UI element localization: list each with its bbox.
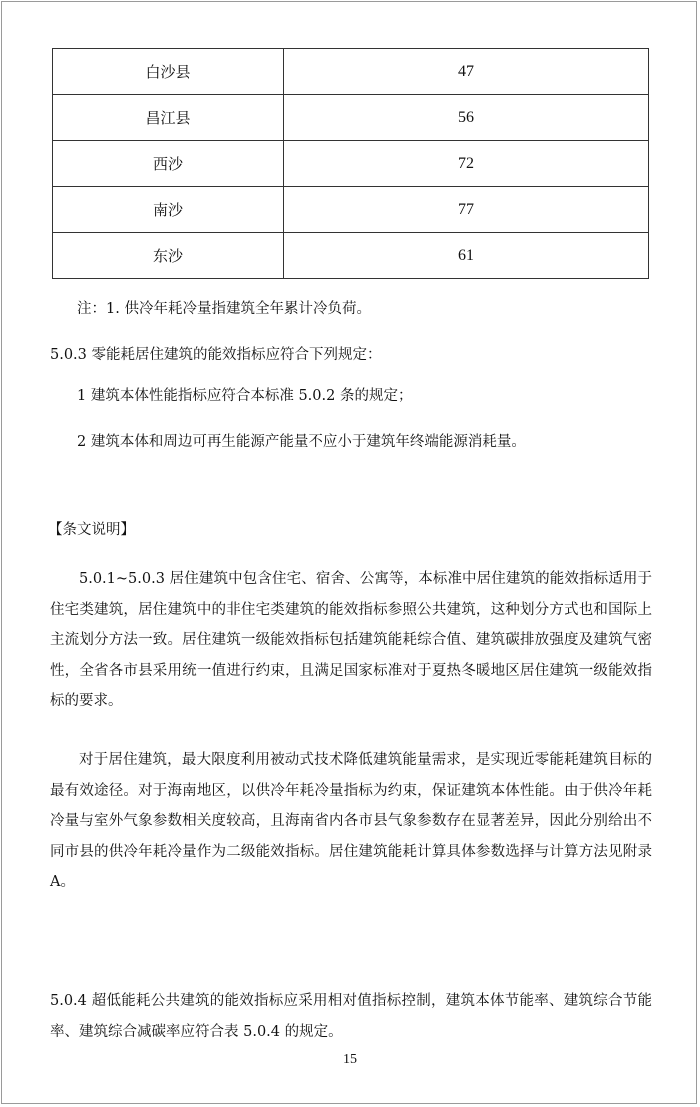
- value-cell: 56: [284, 95, 649, 141]
- value-cell: 47: [284, 49, 649, 95]
- table-row: [53, 49, 649, 95]
- region-cell: 南沙: [53, 187, 284, 233]
- table-note: 注：1. 供冷年耗冷量指建筑全年累计冷负荷。: [77, 301, 371, 317]
- value-cell: 61: [284, 233, 649, 279]
- table-row: [53, 233, 649, 279]
- region-cell: 白沙县: [53, 49, 284, 95]
- explanation-paragraph: 5.0.1~5.0.3 居住建筑中包含住宅、宿舍、公寓等，本标准中居住建筑的能效指标适用于住宅类建筑，居住建筑中的非住宅类建筑的能效指标参照公共建筑，这种划分方式也和国际上主流划分方法一致。居住建筑一级能效指标包括建筑能耗综合值、建筑碳排放强度及建筑气密性，全省各市县采用统一值进行约束，且满足国家标准对于夏热冬暖地区居住建筑一级能效指标的要求。: [50, 571, 652, 709]
- climate-table: [52, 48, 649, 279]
- explanation-heading: 【条文说明】: [48, 522, 135, 538]
- clause-heading: 5.0.3 零能耗居住建筑的能效指标应符合下列规定：: [50, 347, 382, 363]
- clause-item: 1 建筑本体性能指标应符合本标准 5.0.2 条的规定；: [77, 388, 413, 404]
- clause-item: 2 建筑本体和周边可再生能源产能量不应小于建筑年终端能源消耗量。: [77, 434, 526, 450]
- table-row: [53, 95, 649, 141]
- table-row: [53, 187, 649, 233]
- value-cell: 77: [284, 187, 649, 233]
- explanation-paragraph: 对于居住建筑，最大限度利用被动式技术降低建筑能量需求，是实现近零能耗建筑目标的最有效途径。对于海南地区，以供冷年耗冷量指标为约束，保证建筑本体性能。由于供冷年耗冷量与室外气象参数相关度较高，且海南省内各市县气象参数存在显著差异，因此分别给出不同市县的供冷年耗冷量作为二级能效指标。居住建筑能耗计算具体参数选择与计算方法见附录 A。: [50, 752, 652, 890]
- region-cell: 东沙: [53, 233, 284, 279]
- value-cell: 72: [284, 141, 649, 187]
- region-cell: 昌江县: [53, 95, 284, 141]
- region-cell: 西沙: [53, 141, 284, 187]
- clause-paragraph: 5.0.4 超低能耗公共建筑的能效指标应采用相对值指标控制，建筑本体节能率、建筑综合节能率、建筑综合减碳率应符合表 5.0.4 的规定。: [50, 993, 652, 1040]
- page-number: 15: [343, 1052, 357, 1067]
- table-row: [53, 141, 649, 187]
